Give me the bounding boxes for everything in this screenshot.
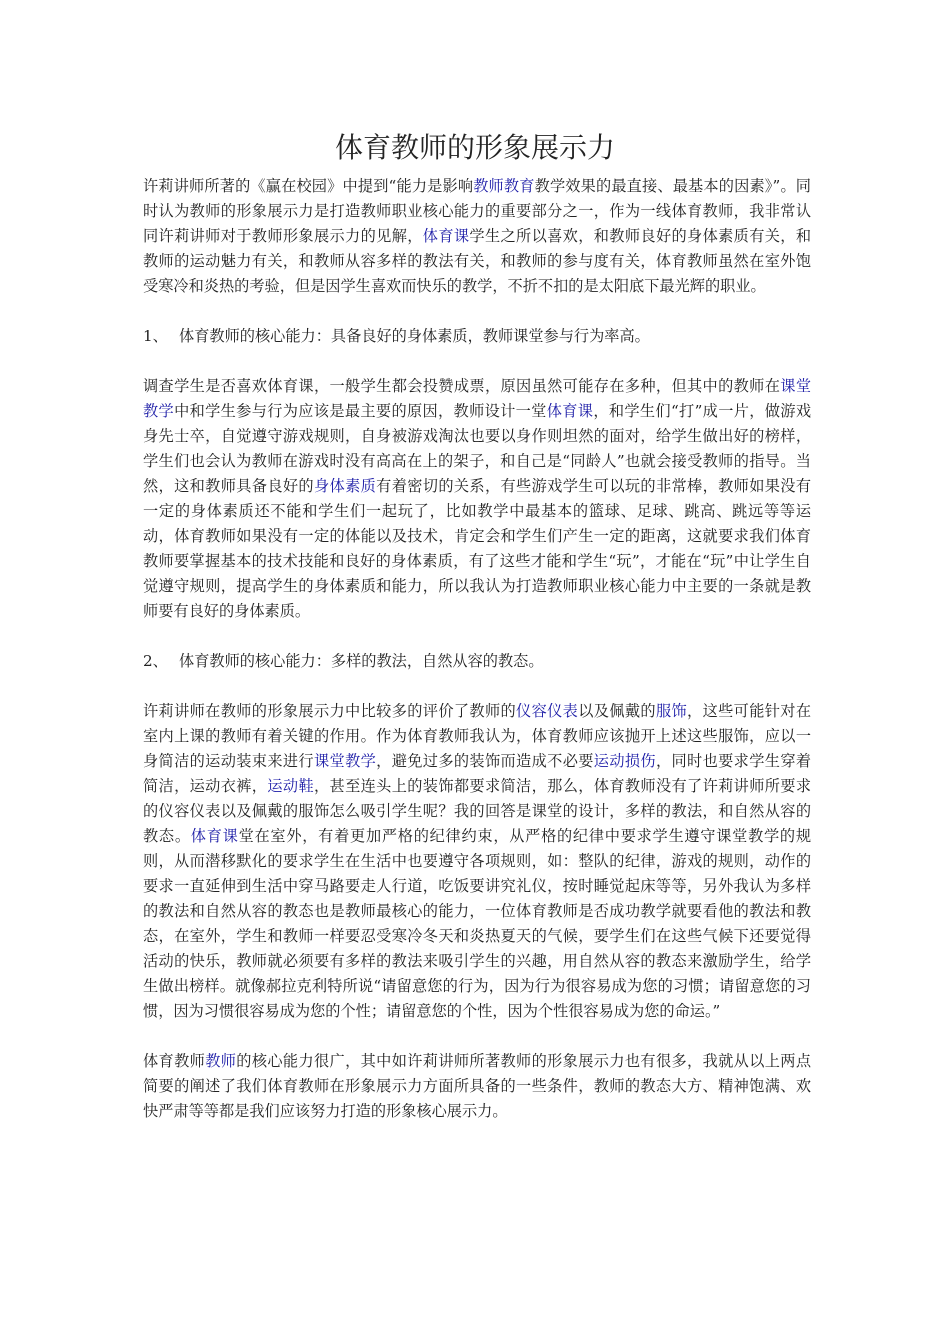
link-physical-fitness[interactable]: 身体素质 [313, 477, 377, 495]
text-run: 有着密切的关系，有些游戏学生可以玩的非常棒，教师如果没有一定的身体素质还不能和学生们一起玩了，比如教学中最基本的篮球、足球、跳高、跳远等等运动，体育教师如果没有一定的体能以及技术，肯定会和学生们产生一定的距离，这就要求我们体育教师要掌握基本的技术技能和良好的身体素质，有了这些才能和学生“玩”，才能在“玩”中让学生自觉遵守规则，提高学生的身体素质和能力，所以我认为打造教师职业核心能力中主要的一条就是教师要有良好的身体素质。 [143, 477, 812, 620]
paragraph-gap [143, 1024, 811, 1049]
intro-paragraph [143, 174, 811, 299]
text-run: 以及佩戴的 [578, 702, 656, 720]
section-1-paragraph [143, 374, 811, 624]
section-number-2: 2、 [143, 652, 168, 670]
link-sports-injury[interactable]: 运动损伤 [593, 752, 656, 770]
text-run: 许莉讲师在教师的形象展示力中比较多的评价了教师的 [143, 702, 517, 720]
text-run: 学生之所以喜欢，和教师良好的身体素质有关，和教师的运动魅力有关，和教师从容多样的教法有关，和教师的参与度有关，体育教师虽然在室外饱受寒冷和炎热的考验，但是因学生喜欢而快乐的教学，不折不扣的是太阳底下最光辉的职业。 [143, 227, 812, 295]
closing-paragraph [143, 1049, 811, 1124]
link-pe-class[interactable]: 体育课 [422, 227, 470, 245]
text-run: ，同时也要求学生穿着简洁，运动衣裤， [143, 752, 812, 795]
link-pe-class[interactable]: 体育课 [546, 402, 594, 420]
link-classroom-teaching[interactable]: 课堂教学 [143, 377, 812, 420]
section-heading-1 [143, 324, 811, 349]
section-heading-2 [143, 649, 811, 674]
link-appearance[interactable]: 仪容仪表 [516, 702, 579, 720]
text-run: ，这些可能针对在室内上课的教师有着关键的作用。作为体育教师我认为，体育教师应该抛开上述这些服饰，应以一身简洁的运动装束来进行 [143, 702, 812, 770]
link-teacher[interactable]: 教师 [205, 1052, 237, 1070]
link-pe-class[interactable]: 体育课 [190, 827, 239, 845]
paragraph-gap [143, 349, 811, 374]
text-run: 教学效果的最直接、最基本的因素》”。同时认为教师的形象展示力是打造教师职业核心能力的重要部分之一，作为一线体育教师，我非常认同许莉讲师对于教师形象展示力的见解， [143, 177, 811, 245]
paragraph-gap [143, 674, 811, 699]
section-heading-1-text: 体育教师的核心能力：具备良好的身体素质，教师课堂参与行为率高。 [179, 327, 650, 345]
section-heading-2-text: 体育教师的核心能力：多样的教法，自然从容的教态。 [179, 652, 544, 670]
link-classroom-teaching[interactable]: 课堂教学 [313, 752, 377, 770]
section-2-paragraph [143, 699, 811, 1024]
document-body [143, 174, 811, 1124]
text-run: 堂在室外，有着更加严格的纪律约束，从严格的纪律中要求学生遵守课堂教学的规则，从而潜移默化的要求学生在生活中也要遵守各项规则，如：整队的纪律，游戏的规则，动作的要求一直延伸到生活中穿马路要走人行道，吃饭要讲究礼仪，按时睡觉起床等等，另外我认为多样的教法和自然从容的教态也是教师最核心的能力，一位体育教师是否成功教学就要看他的教法和教态，在室外，学生和教师一样要忍受寒冷冬天和炎热夏天的气候，要学生们在这些气候下还要觉得活动的快乐，教师就必须要有多样的教法来吸引学生的兴趣，用自然从容的教态来激励学生，给学生做出榜样。就像郝拉克利特所说“请留意您的行为，因为行为很容易成为您的习惯；请留意您的习惯，因为习惯很容易成为您的个性；请留意您的个性，因为个性很容易成为您的命运。” [143, 827, 812, 1020]
text-run: ，甚至连头上的装饰都要求简洁，那么，体育教师没有了许莉讲师所要求的仪容仪表以及佩戴的服饰怎么吸引学生呢？我的回答是课堂的设计，多样的教法，和自然从容的教态。 [143, 777, 812, 845]
text-run: ，避免过多的装饰而造成不必要 [376, 752, 594, 770]
link-sports-shoes[interactable]: 运动鞋 [267, 777, 314, 795]
paragraph-gap [143, 624, 811, 649]
link-teacher-education[interactable]: 教师教育 [473, 177, 535, 195]
link-clothing[interactable]: 服饰 [655, 702, 688, 720]
text-run: 体育教师 [143, 1052, 206, 1070]
text-run: 的核心能力很广，其中如许莉讲师所著教师的形象展示力也有很多，我就从以上两点简要的阐述了我们体育教师在形象展示力方面所具备的一些条件，教师的教态大方、精神饱满、欢快严肃等等都是我们应该努力打造的形象核心展示力。 [143, 1052, 812, 1120]
section-number-1: 1、 [143, 327, 168, 345]
text-run: 中和学生参与行为应该是最主要的原因，教师设计一堂 [174, 402, 547, 420]
text-run: 许莉讲师所著的《赢在校园》中提到“能力是影响 [143, 177, 474, 195]
paragraph-gap [143, 299, 811, 324]
text-run: 调查学生是否喜欢体育课，一般学生都会投赞成票，原因虽然可能存在多种，但其中的教师在 [143, 377, 781, 395]
document-title: 体育教师的形象展示力 [334, 131, 615, 164]
text-run: ，和学生们“打”成一片，做游戏身先士卒，自觉遵守游戏规则，自身被游戏淘汰也要以身作则坦然的面对，给学生做出好的榜样，学生们也会认为教师在游戏时没有高高在上的架子，和自己是“同龄人”也就会接受教师的指导。当然，这和教师具备良好的 [143, 402, 812, 495]
